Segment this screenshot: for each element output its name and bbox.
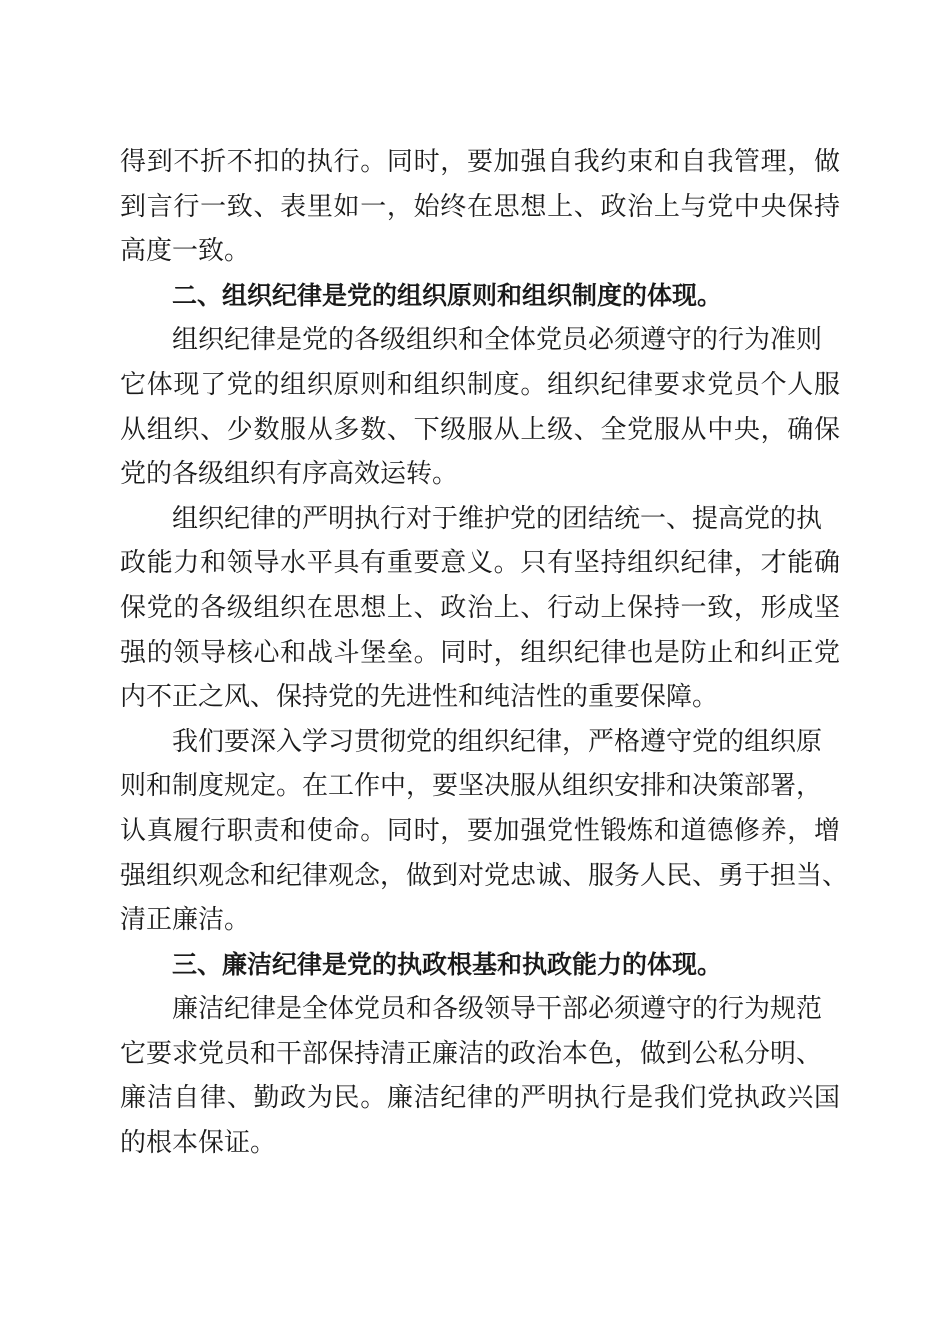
text-line: 得到不折不扣的执行。同时，要加强自我约束和自我管理，做 — [120, 147, 840, 177]
text-line: 党的各级组织有序高效运转。 — [120, 459, 459, 490]
text-line: 它体现了党的组织原则和组织制度。组织纪律要求党员个人服 — [120, 369, 840, 400]
paragraph — [120, 720, 849, 943]
text-line: 从组织、少数服从多数、下级服从上级、全党服从中央，确保 — [120, 414, 840, 445]
paragraph — [120, 497, 840, 720]
document-body — [120, 140, 849, 1166]
text-line: 内不正之风、保持党的先进性和纯洁性的重要保障。 — [120, 682, 719, 713]
paragraph — [120, 140, 840, 274]
text-line: 廉洁自律、勤政为民。廉洁纪律的严明执行是我们党执政兴国 — [120, 1083, 840, 1114]
text-line: 的根本保证。 — [120, 1128, 277, 1159]
text-line: 认真履行职责和使命。同时，要加强党性锻炼和道德修养，增 — [120, 815, 840, 846]
text-line: 则和制度规定。在工作中，要坚决服从组织安排和决策部署， — [120, 771, 823, 802]
text-line: 高度一致。 — [120, 236, 251, 267]
text-line: 廉洁纪律是全体党员和各级领导干部必须遵守的行为规范 — [172, 994, 823, 1025]
text-line: 保党的各级组织在思想上、政治上、行动上保持一致，形成坚 — [120, 592, 840, 623]
text-line: 组织纪律的严明执行对于维护党的团结统一、提高党的执 — [172, 503, 823, 534]
text-line: 我们要深入学习贯彻党的组织纪律，严格遵守党的组织原 — [172, 726, 823, 757]
text-line: 强组织观念和纪律观念，做到对党忠诚、服务人民、勇于担当、 — [120, 860, 849, 891]
text-line: 组织纪律是党的各级组织和全体党员必须遵守的行为准则 — [172, 325, 823, 356]
text-line: 政能力和领导水平具有重要意义。只有坚持组织纪律，才能确 — [120, 548, 840, 579]
section-heading-3: 三、廉洁纪律是党的执政根基和执政能力的体现。 — [172, 949, 723, 979]
paragraph — [120, 987, 840, 1165]
text-line: 到言行一致、表里如一，始终在思想上、政治上与党中央保持 — [120, 191, 840, 222]
text-line: 清正廉洁。 — [120, 905, 251, 936]
text-line: 强的领导核心和战斗堡垒。同时，组织纪律也是防止和纠正党 — [120, 637, 840, 668]
paragraph — [120, 318, 840, 496]
section-heading-2: 二、组织纪律是党的组织原则和组织制度的体现。 — [172, 280, 723, 310]
text-line: 它要求党员和干部保持清正廉洁的政治本色，做到公私分明、 — [120, 1038, 823, 1069]
